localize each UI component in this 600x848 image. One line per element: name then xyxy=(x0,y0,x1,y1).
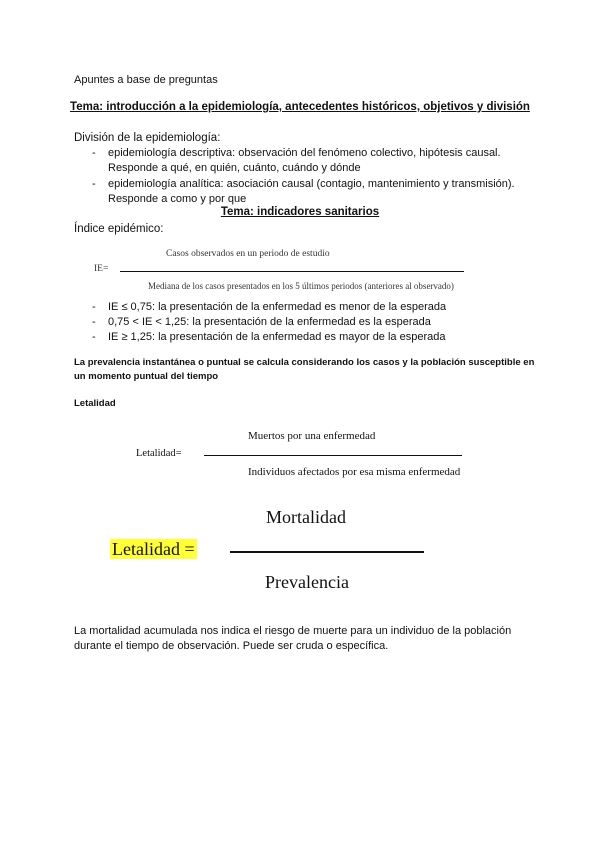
list-item-text: IE ≥ 1,25: la presentación de la enfermedad es mayor de la esperada xyxy=(108,331,446,343)
letalidad1-label: Letalidad= xyxy=(136,448,182,459)
bullet-dash: - xyxy=(92,316,96,328)
mortalidad-text-line2: durante el tiempo de observación. Puede ser cruda o específica. xyxy=(74,640,389,652)
ie-label: IE= xyxy=(94,264,109,274)
list-item-text-cont: Responde a qué, en quién, cuánto, cuándo y dónde xyxy=(108,162,361,174)
letalidad1-numerator: Muertos por una enfermedad xyxy=(248,430,376,442)
letalidad2-label-wrap xyxy=(110,539,197,560)
prevalencia-text-line1: La prevalencia instantánea o puntual se calcula considerando los casos y la población susceptible en xyxy=(74,357,535,368)
ie-denominator: Mediana de los casos presentados en los 5 últimos periodos (anteriores al observado) xyxy=(148,281,454,291)
letalidad2-denominator: Prevalencia xyxy=(265,572,349,592)
letalidad1-denominator: Individuos afectados por esa misma enfermedad xyxy=(248,466,461,478)
letalidad2-label: Letalidad = xyxy=(112,539,195,559)
letalidad2-numerator: Mortalidad xyxy=(266,507,346,527)
ie-fraction-bar xyxy=(120,271,464,272)
section-title-intro: Tema: introducción a la epidemiología, antecedentes históricos, objetivos y división xyxy=(70,101,530,113)
division-heading: División de la epidemiología: xyxy=(74,132,221,144)
bullet-dash: - xyxy=(92,331,96,343)
section-title-indicadores: Tema: indicadores sanitarios xyxy=(220,206,380,218)
letalidad1-fraction-bar xyxy=(204,455,462,456)
letalidad2-fraction-bar xyxy=(230,551,424,553)
list-item-text: epidemiología analítica: asociación causal (contagio, mantenimiento y transmisión). xyxy=(108,178,515,190)
bullet-dash: - xyxy=(92,147,96,159)
mortalidad-text-line1: La mortalidad acumulada nos indica el riesgo de muerte para un individuo de la población xyxy=(74,625,512,637)
indice-heading: Índice epidémico: xyxy=(74,223,164,235)
list-item-text: 0,75 < IE < 1,25: la presentación de la enfermedad es la esperada xyxy=(108,316,431,328)
prevalencia-text-line2: un momento puntual del tiempo xyxy=(74,371,219,382)
bullet-dash: - xyxy=(92,178,96,190)
list-item-text-cont: Responde a como y por que xyxy=(108,193,247,205)
list-item-text: IE ≤ 0,75: la presentación de la enfermedad es menor de la esperada xyxy=(108,301,447,313)
bullet-dash: - xyxy=(92,301,96,313)
letalidad-heading: Letalidad xyxy=(74,398,116,409)
header-note: Apuntes a base de preguntas xyxy=(74,74,218,86)
list-item-text: epidemiología descriptiva: observación del fenómeno colectivo, hipótesis causal. xyxy=(108,147,501,159)
ie-numerator: Casos observados en un periodo de estudio xyxy=(166,249,330,259)
